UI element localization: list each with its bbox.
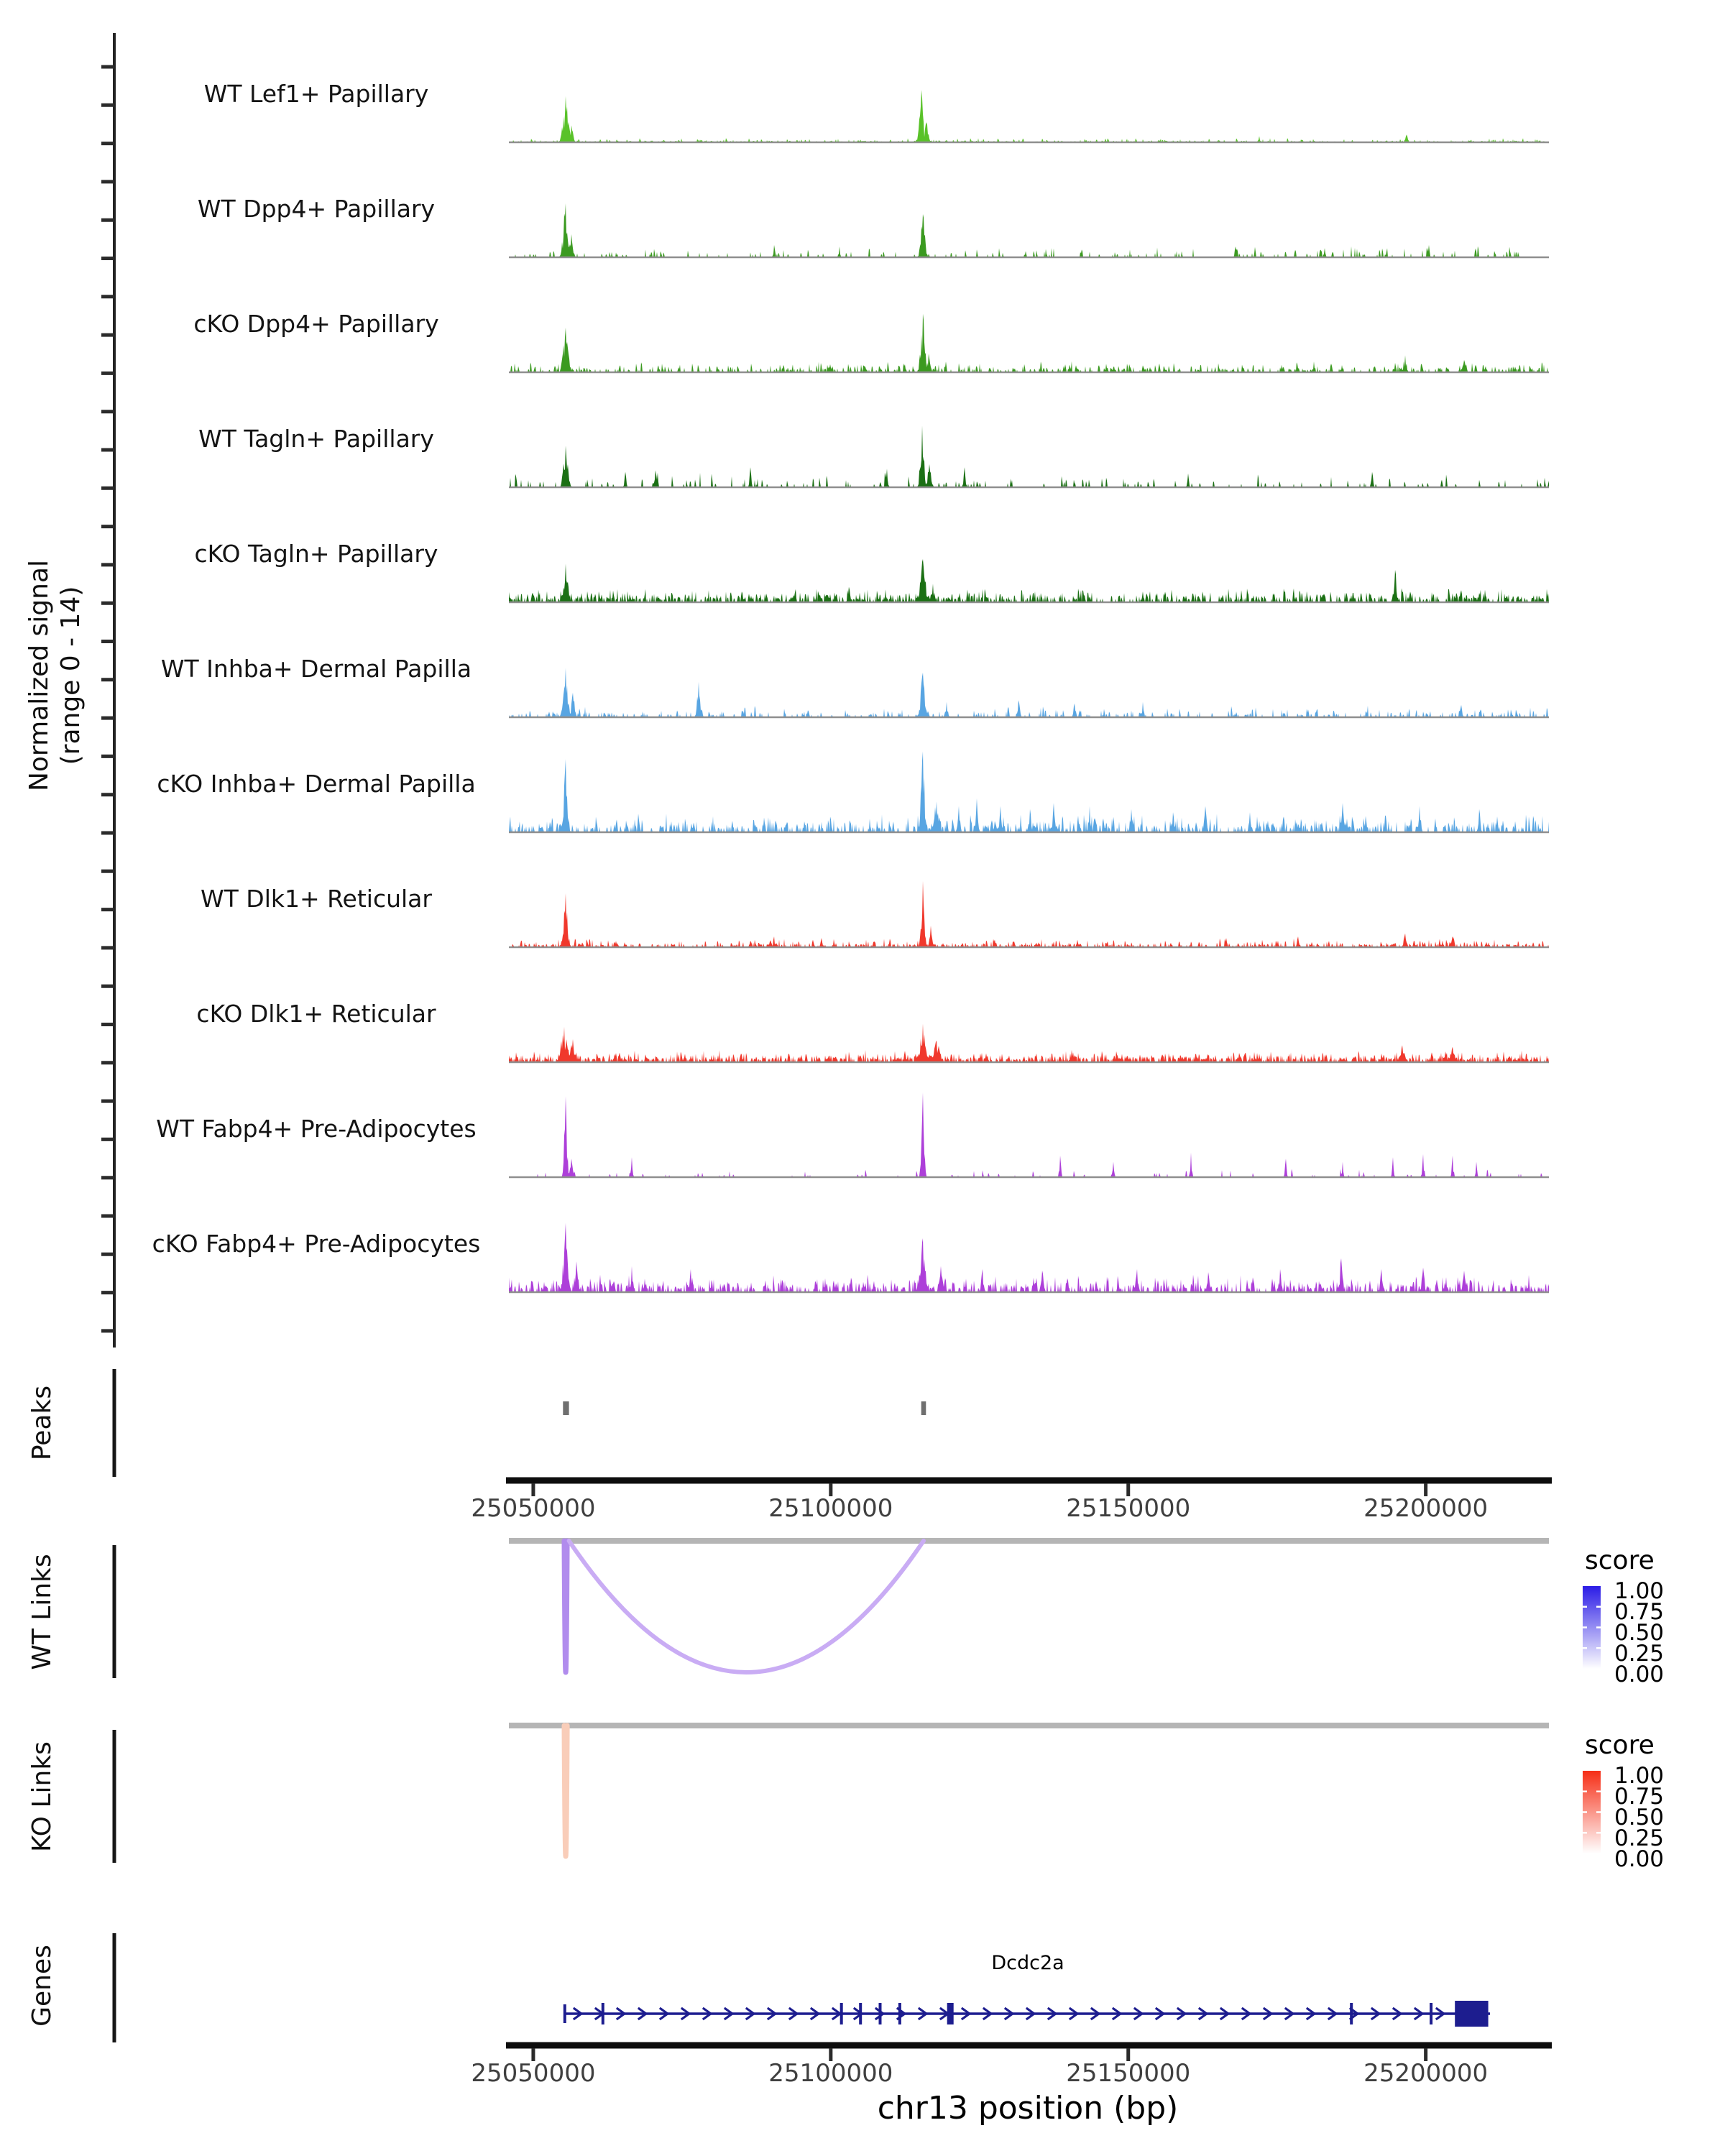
signal-track — [193, 310, 1549, 372]
link-arc — [564, 1726, 567, 1856]
axis-tick-label: 25100000 — [768, 1494, 893, 1523]
track-label: cKO Fabp4+ Pre-Adipocytes — [152, 1230, 481, 1258]
coverage-signal — [509, 1092, 1549, 1177]
axis-tick-label: 25050000 — [471, 1494, 596, 1523]
legend-tick-label: 0.00 — [1614, 1662, 1665, 1687]
peak-box — [921, 1401, 926, 1415]
legend-tick-label: 0.25 — [1614, 1641, 1665, 1667]
gene-model-panel — [564, 2001, 1490, 2027]
gene-name-label: Dcdc2a — [991, 1952, 1064, 1974]
signal-track — [161, 655, 1549, 717]
legend-tick-label: 0.75 — [1614, 1784, 1665, 1810]
signal-track — [198, 425, 1549, 487]
track-label: WT Fabp4+ Pre-Adipocytes — [156, 1115, 477, 1143]
axis-tick-label: 25200000 — [1363, 2059, 1489, 2088]
ko-links — [509, 1726, 1549, 1856]
coverage-signal — [509, 752, 1549, 833]
exon-tick — [879, 2003, 882, 2024]
track-label: cKO Dpp4+ Papillary — [193, 310, 439, 338]
axis-tick-label: 25200000 — [1363, 1494, 1489, 1523]
signal-track — [204, 80, 1549, 142]
exon-tick — [859, 2003, 862, 2024]
axis-tick-label: 25050000 — [471, 2059, 596, 2088]
exon-tick — [1430, 2003, 1432, 2024]
track-label: WT Tagln+ Papillary — [198, 425, 434, 453]
genes-panel-label: Genes — [27, 1945, 57, 2027]
wt-links — [509, 1541, 1549, 1672]
terminal-exon-box — [1455, 2001, 1488, 2027]
signal-track — [157, 752, 1549, 833]
signal-track — [195, 540, 1549, 602]
exon-tick — [602, 2003, 604, 2024]
coverage-signal — [509, 203, 1549, 257]
coverage-signal — [509, 559, 1549, 602]
exon-tick — [1350, 2003, 1353, 2024]
coverage-signal — [509, 1023, 1549, 1062]
genome-position-axes — [471, 1480, 1552, 2088]
peaks-panel-label: Peaks — [27, 1385, 57, 1461]
track-label: WT Dlk1+ Reticular — [201, 885, 432, 913]
track-label: WT Lef1+ Papillary — [203, 80, 429, 108]
signal-track — [201, 881, 1549, 947]
coverage-signal — [509, 425, 1549, 487]
link-arc — [569, 1541, 924, 1672]
peak-box — [563, 1401, 569, 1415]
exon-tick — [840, 2003, 843, 2024]
gene-start-tick — [564, 2004, 566, 2023]
signal-track — [152, 1223, 1549, 1292]
legend-tick-label: 1.00 — [1614, 1763, 1665, 1789]
coverage-signal — [509, 314, 1549, 372]
wt-links-panel-label: WT Links — [27, 1554, 57, 1670]
coverage-signal — [509, 881, 1549, 947]
y-axis-label-line2: (range 0 - 14) — [56, 586, 86, 765]
legend-tick-label: 0.75 — [1614, 1599, 1665, 1625]
signal-track — [198, 195, 1549, 257]
legend-tick-label: 0.50 — [1614, 1805, 1665, 1830]
coverage-signal — [509, 668, 1549, 717]
legend-tick-label: 0.00 — [1614, 1846, 1665, 1872]
legend-title: score — [1585, 1546, 1655, 1575]
axis-tick-label: 25100000 — [768, 2059, 893, 2088]
track-label: cKO Tagln+ Papillary — [194, 540, 438, 568]
coverage-signal — [509, 90, 1549, 142]
axis-tick-label: 25150000 — [1066, 1494, 1191, 1523]
track-label: cKO Inhba+ Dermal Papilla — [157, 770, 476, 798]
signal-track — [156, 1092, 1549, 1177]
track-label: cKO Dlk1+ Reticular — [196, 1000, 436, 1028]
link-arc — [564, 1541, 567, 1672]
score-legends — [1583, 1546, 1664, 1872]
legend-tick-label: 0.50 — [1614, 1620, 1665, 1646]
exon-tick — [898, 2003, 901, 2024]
x-axis-title: chr13 position (bp) — [877, 2090, 1179, 2127]
exon-box — [947, 2003, 954, 2024]
y-axis-label-line1: Normalized signal — [24, 559, 54, 792]
ko-links-panel-label: KO Links — [27, 1741, 57, 1852]
axis-brackets — [101, 33, 114, 2042]
score-legend — [1583, 1731, 1664, 1872]
legend-tick-label: 0.25 — [1614, 1825, 1665, 1851]
legend-tick-label: 1.00 — [1614, 1578, 1665, 1604]
track-label: WT Dpp4+ Papillary — [197, 195, 436, 223]
legend-title: score — [1585, 1731, 1655, 1760]
links-panels — [509, 1541, 1549, 1856]
peaks-panel — [563, 1401, 926, 1415]
coverage-signal — [509, 1223, 1549, 1292]
axis-tick-label: 25150000 — [1066, 2059, 1191, 2088]
track-label: WT Inhba+ Dermal Papilla — [160, 655, 472, 683]
score-legend — [1583, 1546, 1664, 1687]
signal-track — [196, 1000, 1549, 1062]
signal-tracks-panel — [152, 80, 1549, 1292]
